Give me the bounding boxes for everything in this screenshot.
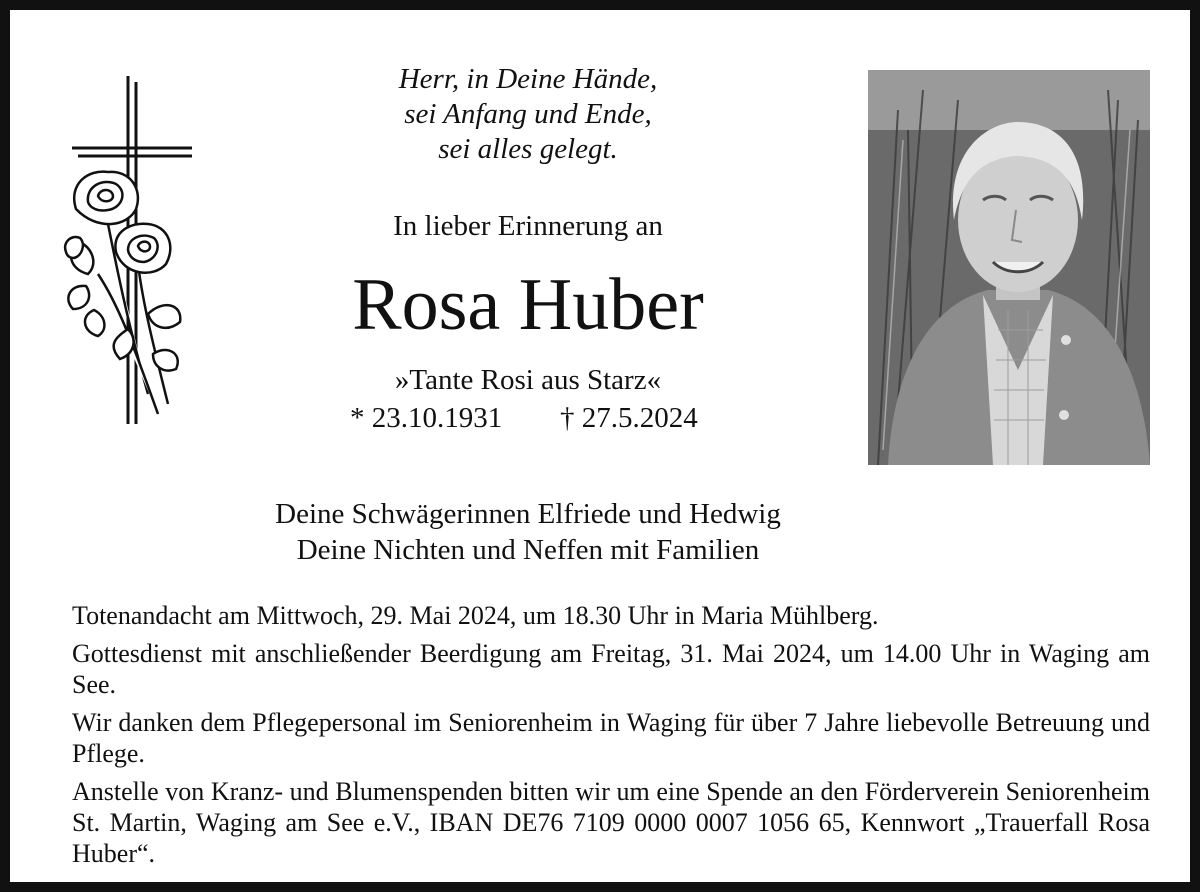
verse	[310, 62, 746, 167]
mourner-line: Deine Nichten und Neffen mit Familien	[296, 534, 760, 566]
verse-line: sei Anfang und Ende,	[404, 98, 652, 130]
notice-donation: Anstelle von Kranz- und Blumenspenden bitten wir um eine Spende an den Förderverein Seniorenheim St. Martin, Waging am See e.V., IBAN DE76 7109 0000 0007 1056 65, Kennwort „Trauerfall Rosa Huber“.	[72, 777, 1150, 868]
notice-wake: Totenandacht am Mittwoch, 29. Mai 2024, um 18.30 Uhr in Maria Mühlberg.	[72, 601, 879, 630]
notices	[72, 600, 1150, 876]
mourner-line: Deine Schwägerinnen Elfriede und Hedwig	[275, 498, 781, 530]
cross-with-roses-icon	[58, 74, 198, 430]
birth-date: * 23.10.1931	[350, 402, 503, 434]
portrait-photo	[868, 70, 1150, 465]
verse-line: sei alles gelegt.	[438, 133, 618, 165]
deceased-nickname: »Tante Rosi aus Starz«	[394, 364, 662, 396]
memorial-intro: In lieber Erinnerung an	[393, 210, 663, 242]
notice-funeral: Gottesdienst mit anschließender Beerdigung am Freitag, 31. Mai 2024, um 14.00 Uhr in Waging am See.	[72, 639, 1150, 699]
notice-thanks: Wir danken dem Pflegepersonal im Seniorenheim in Waging für über 7 Jahre liebevolle Betreuung und Pflege.	[72, 708, 1150, 768]
verse-line: Herr, in Deine Hände,	[398, 63, 658, 95]
deceased-name: Rosa Huber	[352, 264, 704, 346]
death-date: † 27.5.2024	[560, 402, 698, 434]
mourners	[230, 496, 826, 568]
